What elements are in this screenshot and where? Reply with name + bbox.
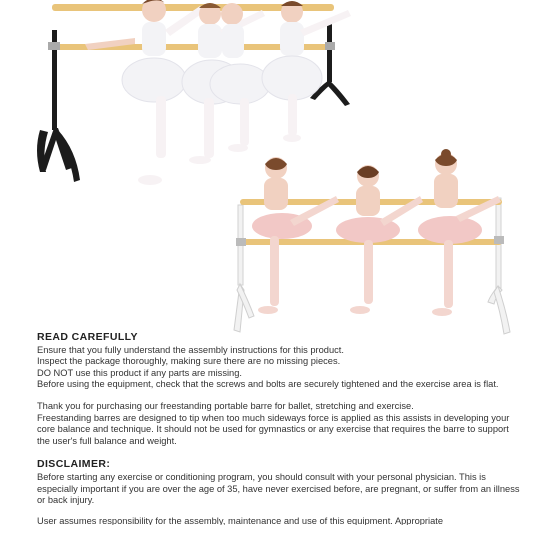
dancers-pink-tutus: [252, 149, 501, 316]
read-carefully-line: DO NOT use this product if any parts are missing.: [37, 367, 242, 378]
read-carefully-heading: READ CAREFULLY: [37, 331, 138, 343]
read-carefully-line: Inspect the package thoroughly, making sure there are no missing pieces.: [37, 356, 341, 367]
instructions-text: [37, 332, 522, 534]
intro-section: [37, 401, 522, 447]
disclaimer-paragraph-partial: User assumes responsibility for the assembly, maintenance and use of this equipment. Appropriate: [37, 516, 444, 526]
disclaimer-heading: DISCLAIMER:: [37, 458, 111, 471]
read-carefully-line: Ensure that you fully understand the assembly instructions for this product.: [37, 344, 344, 355]
dancers-white-tutus: [85, 0, 351, 185]
disclaimer-paragraph: Before starting any exercise or conditioning program, you should consult with your personal physician. This is especially important if you are over the age of 35, have never exercised before, are pregnant, or suffer from an illness or back injury.: [37, 471, 520, 506]
intro-paragraph: Thank you for purchasing our freestanding portable barre for ballet, stretching and exercise.: [37, 400, 414, 411]
read-carefully-line: Before using the equipment, check that the screws and bolts are securely tightened and the exercise area is flat.: [37, 379, 499, 390]
intro-paragraph: Freestanding barres are designed to tip when too much sideways force is applied as this assists in developing your core balance and technique. It should not be used for gymnastics or any exercise that requires the barre to support the user's full balance and weight.: [37, 412, 510, 446]
